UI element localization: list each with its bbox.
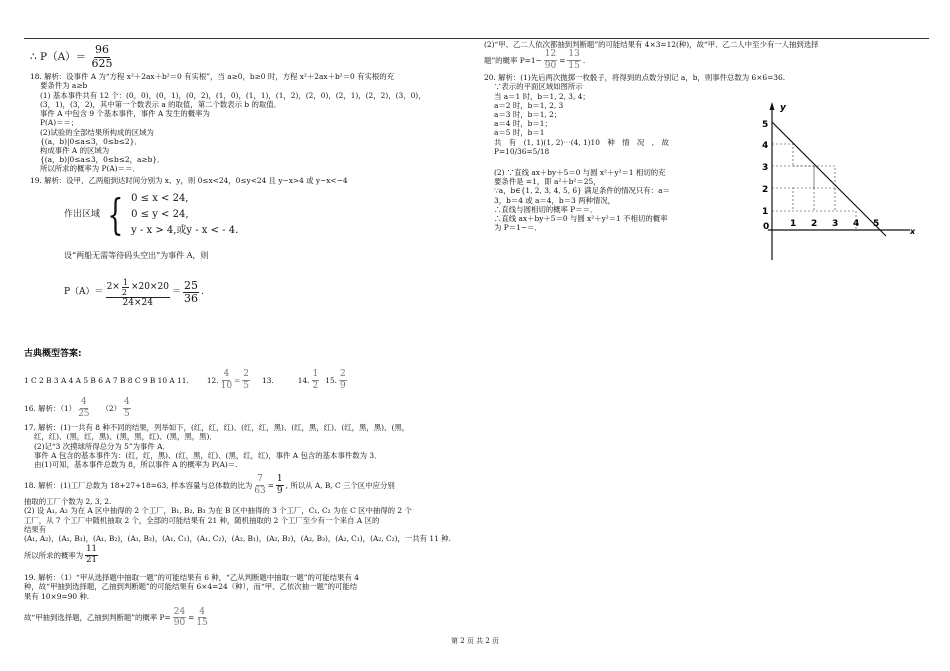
- text-line: P=10/36=5/18: [494, 146, 550, 156]
- q18-solution: [30, 72, 470, 173]
- text-line: (2) ∵直线 ax＋by＋5＝0 与圆 x²＋y²＝1 相切的充: [494, 168, 666, 178]
- section-heading: 古典概型答案:: [24, 349, 82, 359]
- period: .: [200, 287, 204, 298]
- q17-solution: [24, 423, 464, 469]
- q19-solution: [24, 573, 464, 601]
- text-line: ∴直线 ax＋by＋5＝0 与圆 x²＋y²＝1 不相切的概率: [494, 214, 668, 224]
- text-line: ∵a，b∈{1, 2, 3, 4, 5, 6} 满足条件的情况只有：a＝: [494, 186, 670, 196]
- q18-ratio: [24, 473, 464, 497]
- text-line: a＝5 时，b＝1: [494, 128, 545, 138]
- text-line: (2) 设 A₁, A₂ 为在 A 区中抽得的 2 个工厂，B₁, B₂, B₃ 为在 B 区中抽得的 3 个工厂，C₁, C₂ 为在 C 区中抽得的 2 个: [24, 506, 412, 516]
- inequality-row: y - x > 4,或y - x < - 4.: [131, 224, 239, 236]
- right-column: [484, 40, 929, 236]
- text-line: 事件 A 中包含 9 个基本事件，事件 A 发生的概率为: [40, 109, 210, 119]
- q18-suffix: , 所以从 A, B, C 三个区中应分别: [285, 480, 395, 490]
- answer-12-fraction-a: $\frac{4}{10}$: [220, 369, 233, 391]
- pa-denominator: 625: [91, 56, 113, 70]
- answer-15-label: 15.: [325, 375, 338, 385]
- answer-13-label: 13.: [262, 375, 274, 385]
- text-line: a＝2 时，b＝1, 2, 3: [494, 100, 564, 110]
- pa-result: [30, 44, 470, 70]
- q19-intro: 19. 解析：设甲、乙两船到达时间分别为 x、y，则 0≤x<24，0≤y<24 且 y−x>4 或 y−x<−4: [30, 175, 348, 185]
- x-tick: 4: [853, 219, 860, 229]
- pa-numerator: 96: [95, 44, 110, 56]
- equals-sign: =: [267, 480, 274, 490]
- y-axis-label: y: [780, 103, 786, 113]
- classical-probability-answers: [24, 350, 464, 631]
- q19-fraction-2: $\frac{4}{15}$: [196, 607, 208, 629]
- inequality-system: [102, 191, 238, 239]
- answer-12-label: 12.: [206, 375, 219, 385]
- text-line: a＝4 时，b＝1；: [494, 119, 552, 129]
- event-definition: 设“两船无需等待码头空出”为事件 A，则: [64, 250, 209, 260]
- q19-probability: [24, 605, 464, 631]
- q19-fraction-1: $\frac{24}{90}$: [173, 607, 186, 629]
- q16-fraction-2: $\frac{4}{5}$: [124, 397, 130, 419]
- half-den: 2: [121, 287, 127, 297]
- text-line: (A₁, A₂)，(A₁, B₁)，(A₁, B₂)，(A₁, B₃)，(A₁, C₁)，(A₁, C₂)，(A₂, B₁)，(A₂, B₂)，(A₂, B₃)，(A₂, C₁)，(A₂, C₂)，一共有 11 种.: [24, 534, 451, 544]
- q16-mid: （2）: [101, 403, 121, 413]
- q20-intro: 20. 解析：(1)先后两次抛掷一枚骰子，将得到的点数分别记 a，b，则事件总数为 6×6=36.: [484, 73, 786, 83]
- text-line: (3，1)，(3，2)，其中第一个数表示 a 的取值，第二个数表示 b 的取值．: [40, 99, 282, 109]
- q18-prefix: 18. 解析：(1)工厂总数为 18+27+18=63, 样本容量与总体数的比为: [24, 480, 253, 490]
- y-tick: 3: [762, 163, 769, 173]
- y-tick: 2: [762, 185, 769, 195]
- y-tick: 4: [762, 141, 769, 151]
- q18-fraction-1: $\frac{7}{63}$: [254, 474, 266, 496]
- text-line: 共 有 (1, 1)(1, 2)⋯(4, 1)10 种 情 况 , 故: [494, 137, 669, 147]
- y-ticks: [762, 120, 768, 217]
- q18-fraction-2: $\frac{1}{9}$: [276, 474, 283, 496]
- page-footer: 第 2 页 共 2 页: [450, 637, 500, 645]
- pa2-result-fraction: [183, 280, 199, 306]
- text-line: ∵表示的平面区域如图所示: [494, 82, 583, 92]
- region-graph: [760, 96, 920, 266]
- text-line: {(a，b)|0≤a≤3，0≤b≤2，a≥b}．: [40, 155, 165, 165]
- text-line: 果有 10×9=90 种.: [24, 591, 90, 601]
- text-line: P(A)＝＝；: [40, 118, 79, 128]
- text-line: 为 P＝1−＝．: [494, 223, 542, 233]
- text-line: 构成事件 A 的区域为: [40, 145, 110, 155]
- x-axis-label: x: [910, 227, 916, 236]
- text-line: 当 a＝1 时，b＝1, 2, 3, 4；: [494, 91, 590, 101]
- q19-part2-probability: [484, 49, 929, 71]
- q18-details: [24, 497, 464, 543]
- q16-fraction-1: $\frac{4}{25}$: [78, 397, 90, 419]
- pa2-num-part: 2×: [106, 282, 120, 293]
- pa2-main-fraction: [106, 278, 170, 309]
- q19-part2-line: (2)“甲、乙二人依次都抽到判断题”的可能结果有 4×3=12(种)，故“甲、乙二人中至少有一人抽到选择: [484, 40, 819, 49]
- answer-15-fraction: $\frac{2}{9}$: [340, 369, 346, 391]
- pa2-result-den: 36: [183, 292, 198, 306]
- text-line: 要条件为 a≥b: [40, 81, 88, 91]
- answer-14-label: 14.: [297, 375, 310, 385]
- q18-prob-prefix: 所以所求的概率为: [24, 550, 84, 560]
- text-line: 所以所求的概率为 P(A)＝＝．: [40, 164, 140, 174]
- text-line: 19. 解析：（1）“甲从选择题中抽取一题”的可能结果有 6 种，“乙从判断题中抽取一题”的可能结果有 4: [24, 573, 359, 583]
- text-line: 结果有: [24, 524, 47, 534]
- x-tick: 1: [790, 219, 797, 229]
- equals-sign: ＝: [171, 287, 181, 298]
- x-tick: 3: [832, 219, 839, 229]
- inequality-row: 0 ≤ x < 24,: [131, 192, 189, 204]
- answer-12-fraction-b: $\frac{2}{5}$: [243, 369, 250, 391]
- text-line: 事件 A 包含的基本事件为：(红，红，黑)、(红，黑，红)、(黑，红，红)，事件 A 包含的基本事件数为 3．: [34, 450, 382, 460]
- answer-key-row: 1 C 2 B 3 A 4 A 5 B 6 A 7 B 8 C 9 B 10 A 11. 12. $\frac{4}{10}$ = $\frac{2}{5}$ 13. 14. $\frac{1}{2}$ 15. $\frac{2}{9}$: [24, 369, 346, 391]
- equals-sign: =: [188, 613, 195, 623]
- text-line: a＝3 时，b＝1, 2；: [494, 110, 562, 120]
- answer-14-fraction: $\frac{1}{2}$: [312, 369, 319, 391]
- inequality-row: 0 ≤ y < 24,: [131, 208, 189, 220]
- answer-key: 1 C 2 B 3 A 4 A 5 B 6 A 7 B 8 C 9 B 10 A 11.: [24, 375, 189, 385]
- text-line: 工厂，从 7 个工厂中随机抽取 2 个，全部的可能结果有 21 种，随机抽取的 2 个工厂至少有一个来自 A 区的: [24, 515, 380, 525]
- text-line: 抽取的工厂个数为 2, 3, 2.: [24, 497, 112, 507]
- text-line: 要条件是 =1，即 a²＋b²＝25，: [494, 177, 601, 187]
- pa-fraction: [92, 44, 113, 70]
- y-tick: 5: [762, 120, 769, 130]
- pa2-prefix: P（A）＝: [64, 287, 104, 298]
- text-line: (2)试验的全部结果所构成的区域为: [40, 127, 154, 137]
- q19-part2-fraction-2: $\frac{13}{15}$: [568, 49, 580, 71]
- pa-prefix: ∴ P（A）＝: [30, 51, 87, 64]
- period: .: [582, 55, 586, 65]
- text-line: 种，故“甲抽到选择题，乙抽到判断题”的可能结果有 6×4=24（种），而“甲、乙依次抽一题”的可能结: [24, 582, 358, 592]
- header-rule: [24, 38, 929, 39]
- text-line: 18. 解析：设事件 A 为“方程 x²＋2ax＋b²＝0 有实根”，当 a≥0，b≥0 时，方程 x²＋2ax＋b²＝0 有实根的充: [30, 72, 395, 82]
- pa2-num-part: ×20×20: [130, 282, 169, 293]
- q19-part2-prefix: 题”的概率 P=1−: [484, 55, 542, 65]
- q18-prob-fraction: $\frac{11}{21}$: [86, 543, 97, 565]
- text-line: (2)记“3 次摸球所得总分为 5”为事件 A．: [34, 441, 170, 451]
- text-line: ∴直线与圆相切的概率 P＝＝．: [494, 204, 598, 214]
- brace-icon: {: [107, 190, 124, 239]
- text-line: (1) 基本事件共有 12 个：(0，0)，(0，1)，(0，2)，(1，0)，(1，1)，(1，2)，(2，0)，(2，1)，(2，2)，(3，0)，: [40, 90, 426, 100]
- text-line: {(a，b)|0≤a≤3，0≤b≤2}．: [40, 136, 142, 146]
- grid-dashes: [772, 144, 856, 230]
- text-line: 3，b＝4 或 a＝4，b＝3 两种情况，: [494, 195, 616, 205]
- text-line: 17. 解析：(1)一共有 8 种不同的结果，列举如下，(红，红，红)、(红，红，黑)、(红，黑，红)、(红，黑，黑)、(黑，: [24, 423, 410, 433]
- pa2-denominator: 24×24: [122, 297, 153, 308]
- q19-prob-prefix: 故“甲抽到选择题，乙抽到判断题”的概率 P=: [24, 613, 171, 623]
- text-line: 由(1)可知，基本事件总数为 8，所以事件 A 的概率为 P(A)＝.: [34, 460, 238, 470]
- q20-part1: [484, 82, 749, 156]
- q18-probability: [24, 543, 464, 567]
- q20-part2: [484, 168, 746, 232]
- q19-part2-fraction-1: $\frac{12}{90}$: [544, 49, 557, 71]
- half-num: 1: [122, 277, 128, 287]
- text-line: 红，红)、(黑，红，黑)、(黑，黑，红)、(黑，黑，黑)．: [34, 432, 217, 442]
- equals-sign: =: [559, 55, 566, 65]
- pa2-result-num: 25: [183, 278, 198, 292]
- x-ticks: [790, 219, 879, 229]
- x-tick: 5: [873, 219, 880, 229]
- half-fraction: [122, 278, 129, 297]
- x-tick: 2: [811, 219, 818, 229]
- region-system: [64, 191, 470, 241]
- left-column: [30, 44, 470, 310]
- y-axis-arrow-icon: [770, 102, 775, 110]
- q16-solution: [24, 395, 464, 421]
- pa2-formula: [64, 276, 470, 310]
- y-tick: 1: [762, 207, 769, 217]
- q16-prefix: 16. 解析：（1）: [24, 403, 77, 413]
- region-label: 作出区域: [64, 209, 101, 220]
- origin-label: 0: [763, 222, 770, 232]
